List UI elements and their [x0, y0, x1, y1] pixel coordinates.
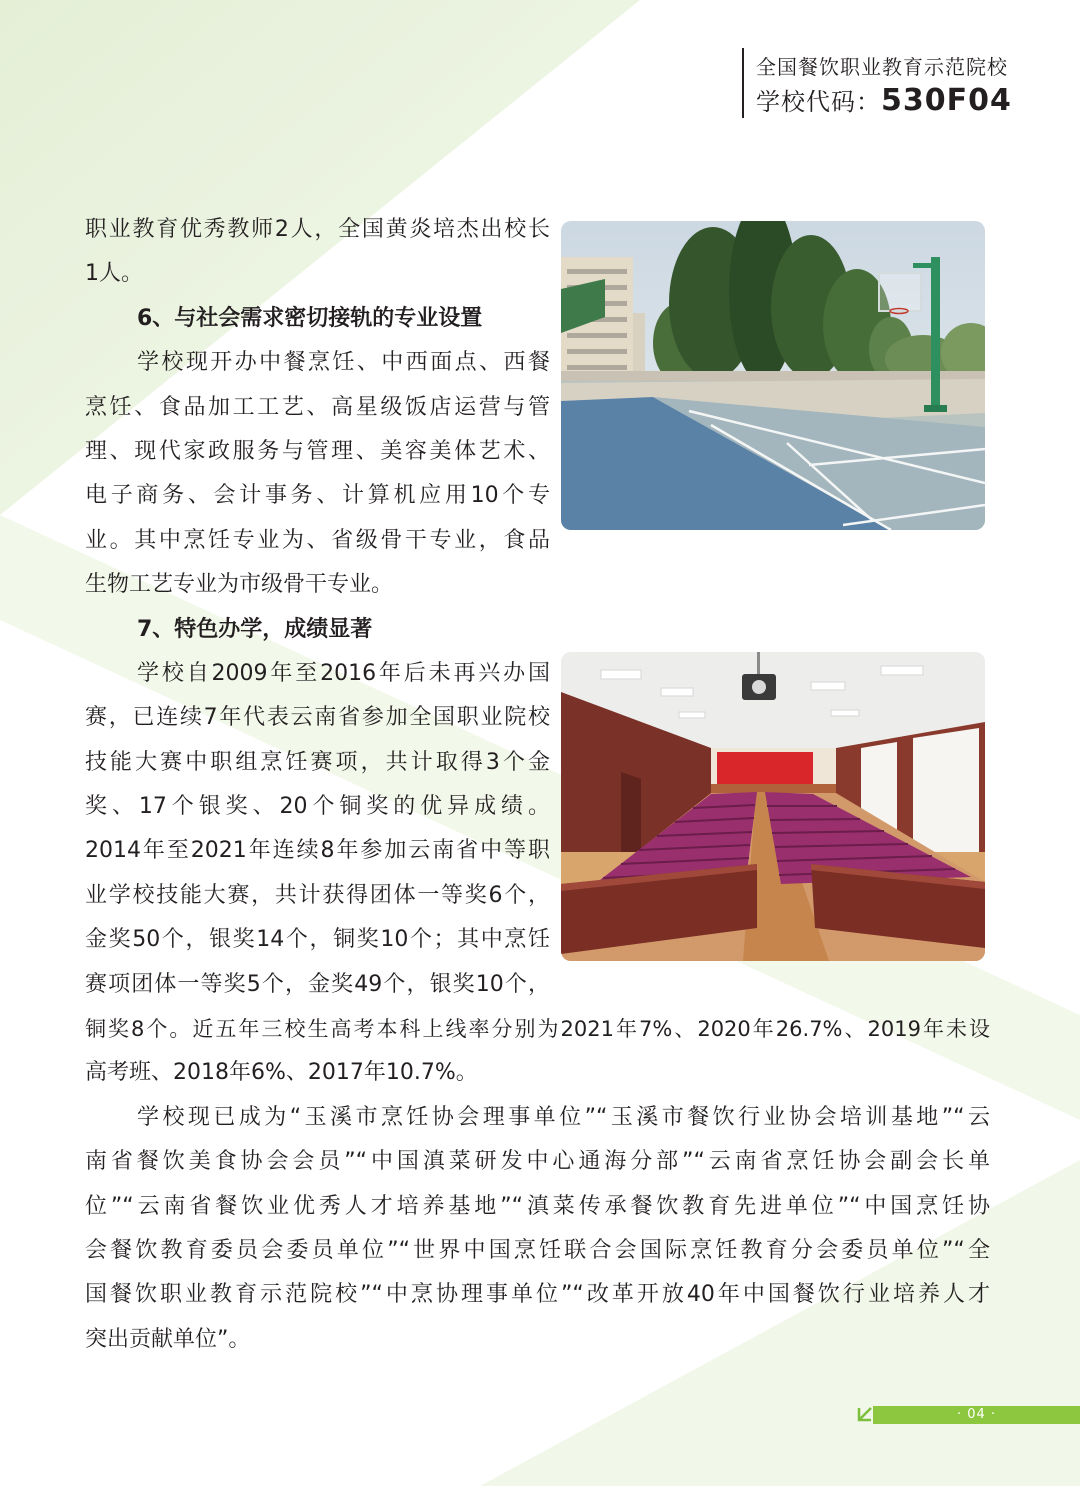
arrow-down-left-icon: [856, 1404, 874, 1424]
text-line: 烹饪、食品加工工艺、高星级饭店运营与管: [85, 394, 550, 420]
basketball-court-illustration: [561, 221, 985, 530]
basketball-court-photo: [561, 221, 985, 530]
text-line: 铜奖8个。近五年三校生高考本科上线率分别为2021年7%、2020年26.7%、2019年未设: [85, 1017, 990, 1042]
text-line: 国餐饮职业教育示范院校”“中烹协理事单位”“改革开放40年中国餐饮行业培养人才: [85, 1282, 990, 1308]
text-line: 2014年至2021年连续8年参加云南省中等职: [85, 838, 550, 864]
text-line: 理、现代家政服务与管理、美容美体艺术、: [85, 438, 550, 464]
section-heading-7: 7、特色办学，成绩显著: [137, 616, 373, 642]
text-line: 高考班、2018年6%、2017年10.7%。: [85, 1060, 478, 1086]
text-line: 生物工艺专业为市级骨干专业。: [85, 572, 394, 598]
text-line: 学校现已成为“玉溪市烹饪协会理事单位”“玉溪市餐饮行业协会培训基地”“云: [137, 1104, 990, 1130]
stage-floor: [711, 784, 836, 793]
school-code: [756, 83, 1012, 123]
text-line: 1人。: [85, 261, 143, 287]
header-divider: [742, 48, 744, 118]
school-code-label: 学校代码：: [756, 88, 881, 116]
page-number-bar: [873, 1406, 1080, 1424]
text-line: 学校自2009年至2016年后未再兴办国: [137, 660, 550, 686]
text-line: 南省餐饮美食协会会员”“中国滇菜研发中心通海分部”“云南省烹饪协会副会长单: [85, 1149, 990, 1175]
text-line: 赛项团体一等奖5个，金奖49个，银奖10个，: [85, 971, 550, 997]
text-line: 学校现开办中餐烹饪、中西面点、西餐: [137, 350, 550, 376]
school-code-value: 530F04: [881, 83, 1012, 118]
building: [561, 257, 645, 385]
text-line: 业。其中烹饪专业为、省级骨干专业，食品: [85, 527, 550, 553]
text-line: 电子商务、会计事务、计算机应用10个专: [85, 483, 550, 509]
stage-backdrop: [717, 752, 813, 785]
text-line: 会餐饮教育委员会委员单位”“世界中国烹饪联合会国际烹饪教育分会委员单位”“全: [85, 1237, 990, 1263]
text-line: 赛，已连续7年代表云南省参加全国职业院校: [85, 705, 550, 731]
auditorium-photo: [561, 652, 985, 961]
text-line: 突出贡献单位”。: [85, 1326, 251, 1352]
page-number: · 04 ·: [956, 1407, 997, 1422]
text-line: 奖、17个银奖、20个铜奖的优异成绩。: [85, 794, 550, 820]
text-line: 位”“云南省餐饮业优秀人才培养基地”“滇菜传承餐饮教育先进单位”“中国烹饪协: [85, 1193, 990, 1219]
text-line: 职业教育优秀教师2人，全国黄炎培杰出校长: [85, 217, 550, 242]
text-line: 技能大赛中职组烹饪赛项，共计取得3个金: [85, 749, 550, 775]
school-title: 全国餐饮职业教育示范院校: [756, 55, 1008, 79]
text-line: 业学校技能大赛，共计获得团体一等奖6个，: [85, 882, 550, 908]
section-heading-6: 6、与社会需求密切接轨的专业设置: [137, 305, 483, 331]
text-line: 金奖50个，银奖14个，铜奖10个；其中烹饪: [85, 927, 550, 953]
auditorium-illustration: [561, 652, 985, 961]
